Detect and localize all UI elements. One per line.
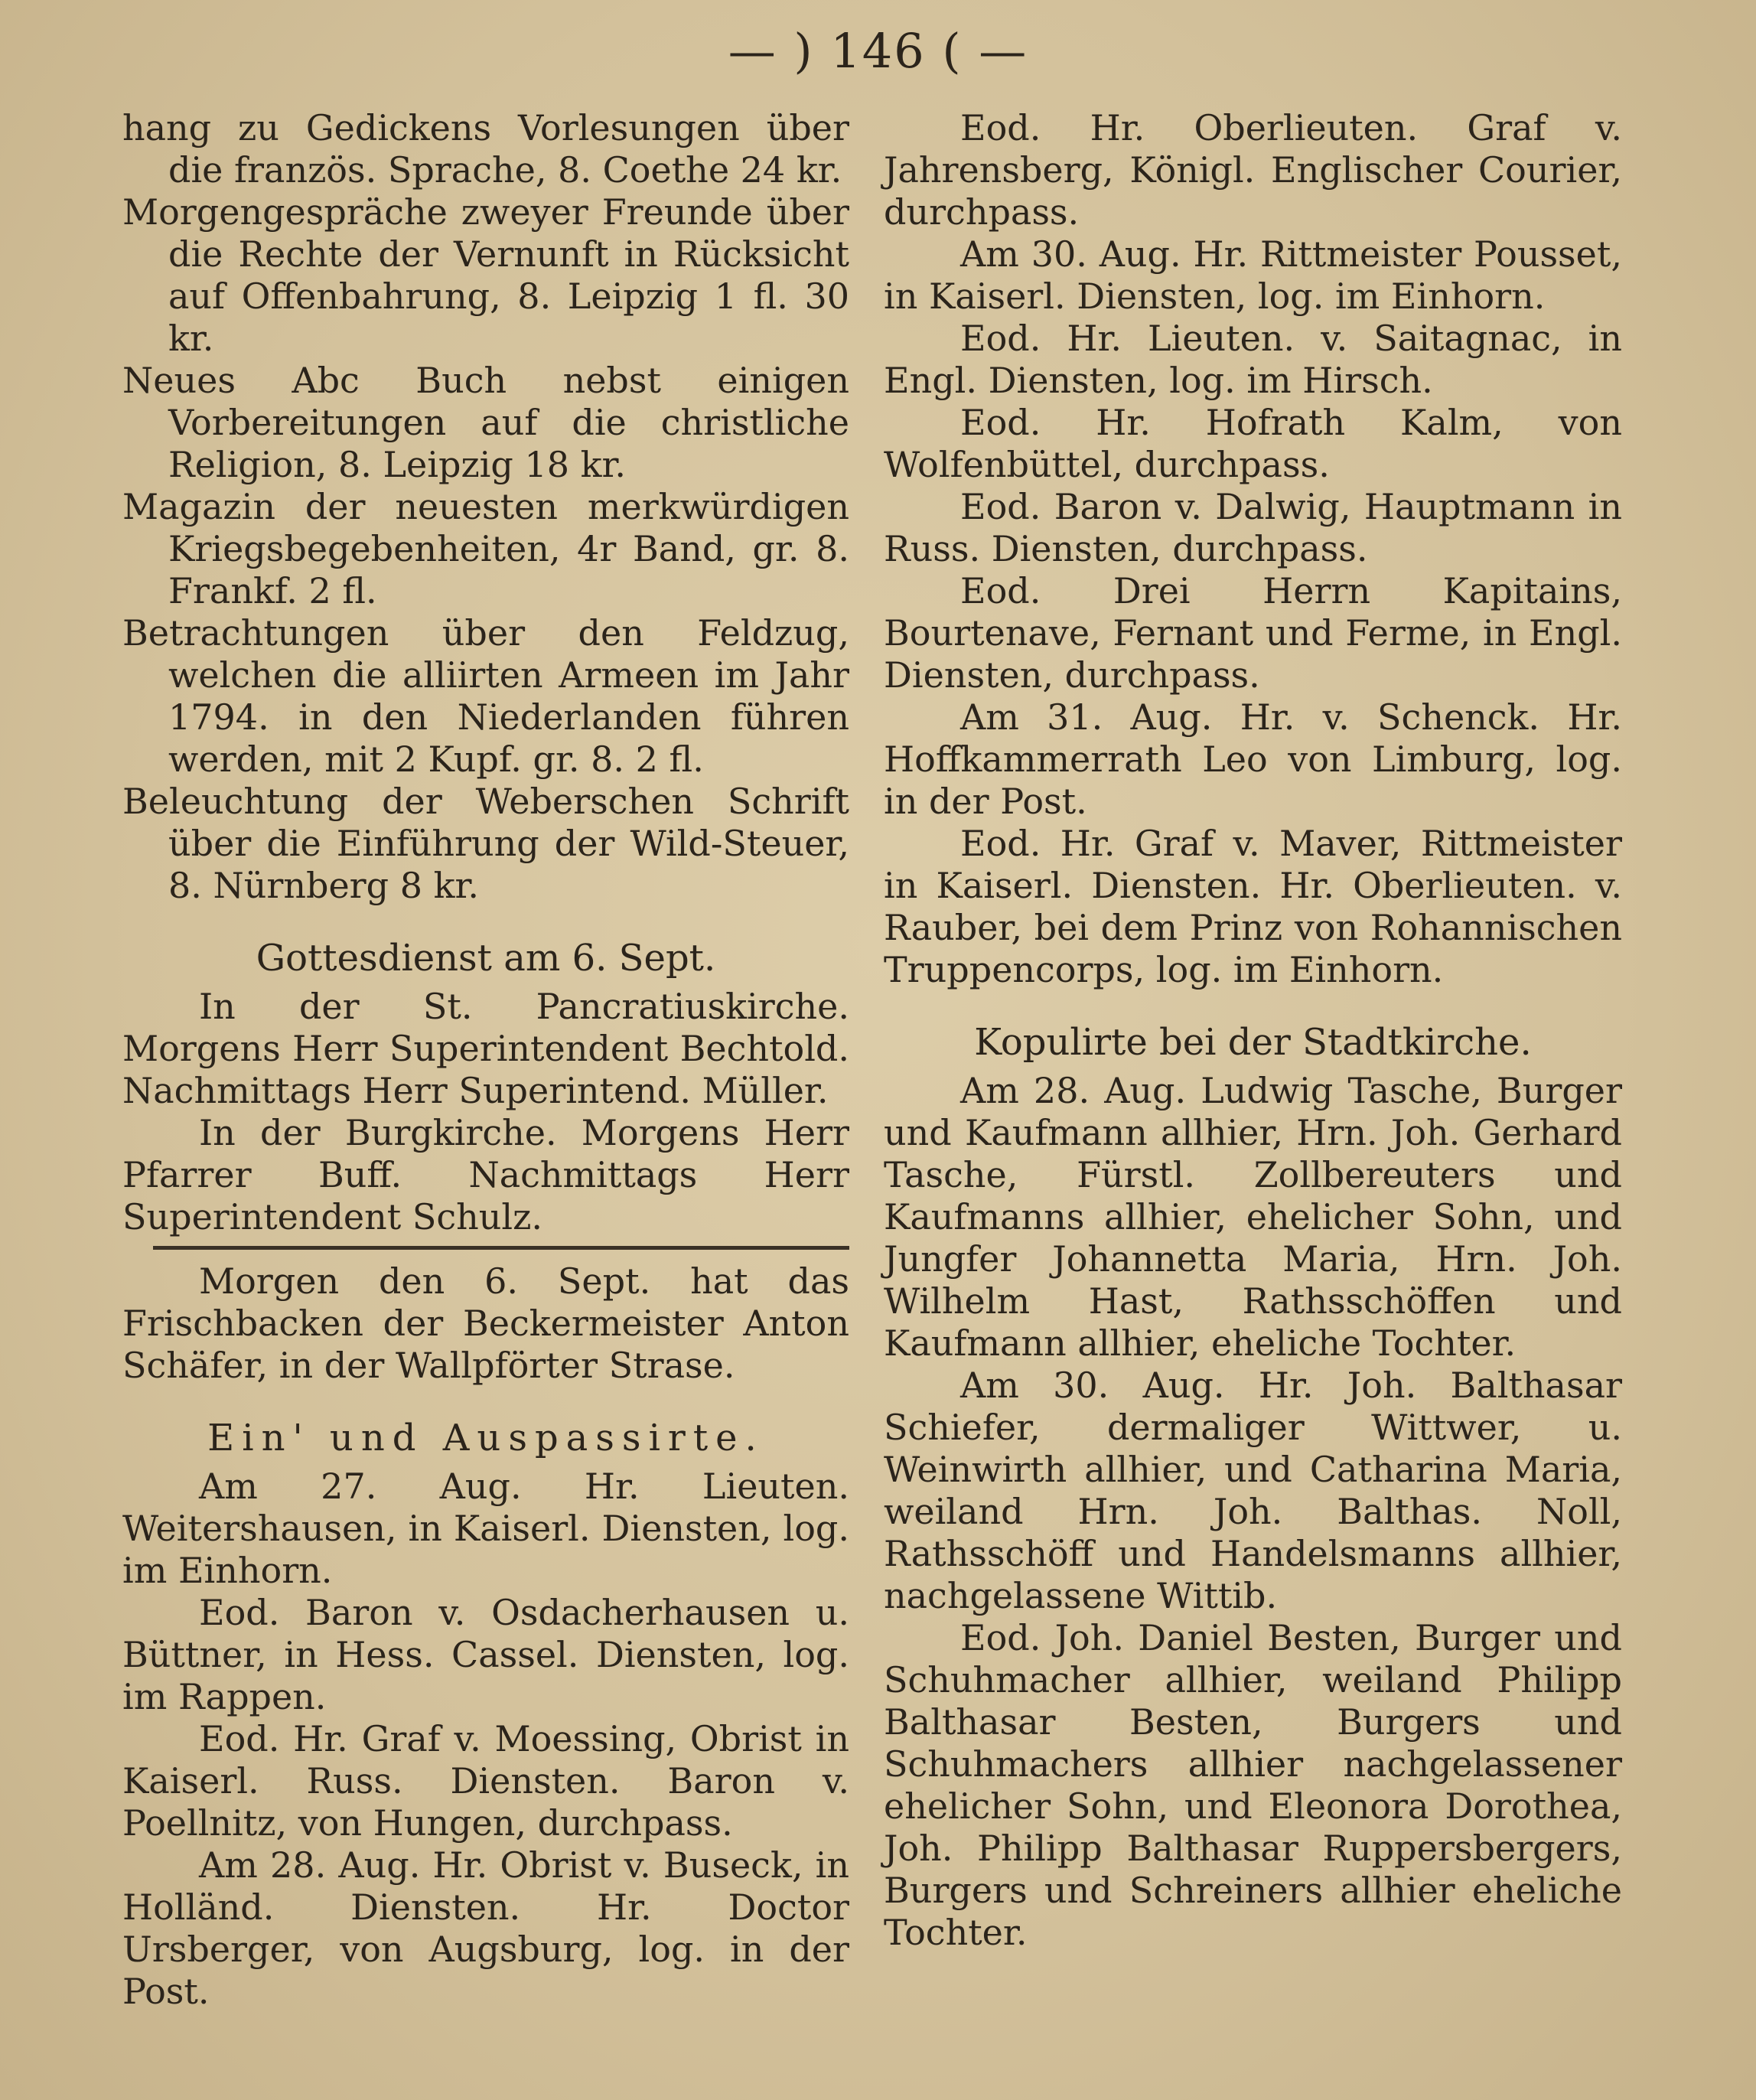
marriage-entry: Eod. Joh. Daniel Besten, Burger und Schuhmacher allhier, weiland Philipp Balthasar Besten, Burgers und Schuhmachers allhier nachgelassener ehelicher Sohn, und Eleonora Dorothea, Joh. Philipp Balthasar Ruppersbergers, Burgers und Schreiners allhier eheliche Tochter. — [884, 1617, 1622, 1953]
traveller-entry: Eod. Hr. Lieuten. v. Saitagnac, in Engl. Diensten, log. im Hirsch. — [884, 318, 1622, 401]
travellers-heading: Ein' und Auspassirte. — [207, 1417, 764, 1459]
book-listing: Morgengespräche zweyer Freunde über die Rechte der Vernunft in Rücksicht auf Offenbahrung, 8. Leipzig 1 fl. 30 kr. — [122, 191, 849, 359]
marriage-entry: Am 28. Aug. Ludwig Tasche, Burger und Kaufmann allhier, Hrn. Joh. Gerhard Tasche, Fürstl. Zollbereuters und Kaufmanns allhier, ehelicher Sohn, und Jungfer Johannetta Maria, Hrn. Joh. Wilhelm Hast, Rathsschöffen und Kaufmann allhier, eheliche Tochter. — [884, 1070, 1622, 1364]
traveller-entry: Am 28. Aug. Hr. Obrist v. Buseck, in Holländ. Diensten. Hr. Doctor Ursberger, von Augsburg, log. in der Post. — [122, 1844, 849, 2012]
book-listing: Neues Abc Buch nebst einigen Vorbereitungen auf die christliche Religion, 8. Leipzig 18 kr. — [122, 360, 849, 485]
traveller-entry: Am 27. Aug. Hr. Lieuten. Weitershausen, in Kaiserl. Diensten, log. im Einhorn. — [122, 1466, 849, 1591]
traveller-entry: Eod. Hr. Graf v. Maver, Rittmeister in Kaiserl. Diensten. Hr. Oberlieuten. v. Rauber, bei dem Prinz von Rohannischen Truppencorps, log. im Einhorn. — [884, 823, 1622, 990]
right-column — [884, 107, 1622, 1954]
traveller-entry: Eod. Baron v. Dalwig, Hauptmann in Russ. Diensten, durchpass. — [884, 486, 1622, 569]
service-paragraph: In der St. Pancratiuskirche. Morgens Herr Superintendent Bechtold. Nachmittags Herr Superintend. Müller. — [122, 986, 849, 1111]
service-heading: Gottesdienst am 6. Sept. — [256, 937, 716, 980]
marriages-heading: Kopulirte bei der Stadtkirche. — [974, 1021, 1532, 1064]
traveller-entry: Eod. Hr. Graf v. Moessing, Obrist in Kaiserl. Russ. Diensten. Baron v. Poellnitz, von Hungen, durchpass. — [122, 1718, 849, 1844]
traveller-entry: Eod. Baron v. Osdacherhausen u. Büttner, in Hess. Cassel. Diensten, log. im Rappen. — [122, 1592, 849, 1717]
traveller-entry: Am 30. Aug. Hr. Rittmeister Pousset, in Kaiserl. Diensten, log. im Einhorn. — [884, 233, 1622, 317]
book-listing: Magazin der neuesten merkwürdigen Kriegsbegebenheiten, 4r Band, gr. 8. Frankf. 2 fl. — [122, 486, 849, 611]
traveller-entry: Eod. Hr. Hofrath Kalm, von Wolfenbüttel, durchpass. — [884, 402, 1622, 485]
book-listing: Beleuchtung der Weberschen Schrift über die Einführung der Wild-Steuer, 8. Nürnberg 8 kr. — [122, 781, 849, 906]
page-number-header: — ) 146 ( — — [728, 23, 1028, 79]
book-listing: hang zu Gedickens Vorlesungen über die französ. Sprache, 8. Coethe 24 kr. — [122, 107, 849, 191]
book-listing: Betrachtungen über den Feldzug, welchen die alliirten Armeen im Jahr 1794. in den Niederlanden führen werden, mit 2 Kupf. gr. 8. 2 fl. — [122, 612, 849, 780]
traveller-entry: Eod. Hr. Oberlieuten. Graf v. Jahrensberg, Königl. Englischer Courier, durchpass. — [884, 107, 1622, 233]
traveller-entry: Am 31. Aug. Hr. v. Schenck. Hr. Hoffkammerrath Leo von Limburg, log. in der Post. — [884, 696, 1622, 822]
section-divider — [153, 1246, 849, 1250]
traveller-entry: Eod. Drei Herrn Kapitains, Bourtenave, Fernant und Ferme, in Engl. Diensten, durchpass. — [884, 570, 1622, 696]
service-paragraph: In der Burgkirche. Morgens Herr Pfarrer Buff. Nachmittags Herr Superintendent Schulz. — [122, 1112, 849, 1238]
left-column — [122, 107, 849, 2013]
marriage-entry: Am 30. Aug. Hr. Joh. Balthasar Schiefer, dermaliger Wittwer, u. Weinwirth allhier, und Catharina Maria, weiland Hrn. Joh. Balthas. Noll, Rathsschöff und Handelsmanns allhier, nachgelassene Wittib. — [884, 1365, 1622, 1616]
baker-notice: Morgen den 6. Sept. hat das Frischbacken der Beckermeister Anton Schäfer, in der Wallpförter Strase. — [122, 1260, 849, 1386]
